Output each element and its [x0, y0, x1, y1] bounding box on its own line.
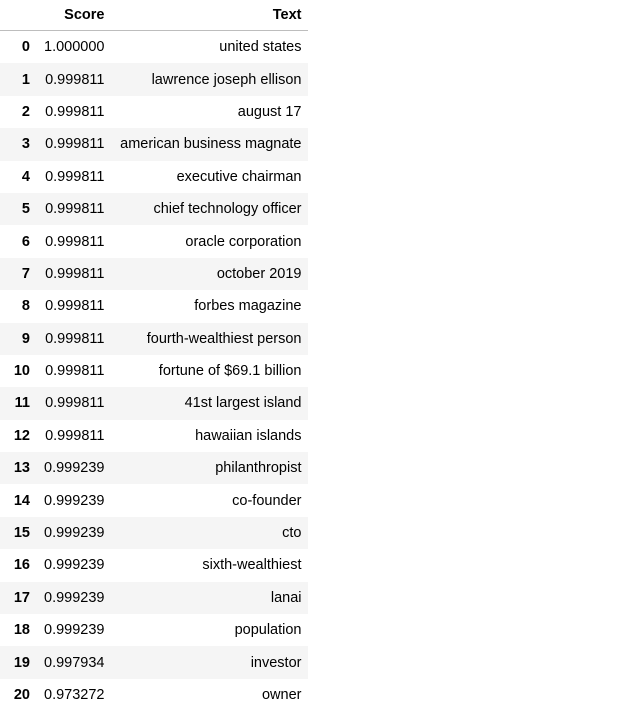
score-cell: 0.999811: [45, 395, 105, 412]
table-row: [0, 582, 308, 614]
score-cell: 0.973272: [44, 687, 105, 703]
table-row: [0, 63, 308, 95]
text-cell: fourth-wealthiest person: [146, 330, 302, 347]
row-index: 5: [21, 201, 30, 218]
row-index: 0: [21, 39, 30, 56]
score-cell: 0.999811: [45, 330, 105, 347]
row-index: 11: [14, 395, 30, 412]
text-cell: population: [234, 622, 302, 639]
score-cell: 0.997934: [44, 654, 105, 671]
text-cell: sixth-wealthiest: [202, 557, 302, 574]
row-index: 14: [13, 492, 30, 509]
score-cell: 0.999811: [45, 265, 105, 282]
table-row: [0, 128, 308, 160]
table-row: [0, 96, 308, 128]
text-cell: august 17: [237, 103, 302, 120]
score-cell: 0.999811: [45, 168, 105, 185]
row-index: 4: [21, 168, 30, 185]
text-cell: hawaiian islands: [195, 427, 302, 444]
row-index: 2: [21, 103, 30, 120]
score-cell: 0.999239: [44, 492, 105, 509]
text-cell: forbes magazine: [194, 298, 302, 315]
score-cell: 1.000000: [44, 39, 105, 56]
text-cell: united states: [219, 39, 302, 56]
text-cell: american business magnate: [120, 136, 302, 153]
text-cell: philanthropist: [215, 460, 302, 477]
index-column-header: [0, 0, 37, 31]
score-cell: 0.999811: [45, 233, 105, 250]
row-index: 10: [13, 363, 30, 380]
score-cell: 0.999239: [44, 589, 105, 606]
row-index: 18: [13, 622, 30, 639]
table-row: [0, 646, 308, 678]
row-index: 13: [13, 460, 30, 477]
text-cell: investor: [250, 654, 302, 671]
score-cell: 0.999811: [45, 363, 105, 380]
text-cell: 41st largest island: [184, 395, 302, 412]
table-row: [0, 355, 308, 387]
dataframe-output: [0, 0, 308, 711]
table-row: [0, 290, 308, 322]
row-index: 1: [21, 71, 30, 88]
score-column-header: Score: [37, 0, 111, 31]
table-header: [0, 0, 308, 31]
text-cell: lawrence joseph ellison: [151, 71, 302, 88]
text-cell: co-founder: [232, 492, 302, 509]
score-cell: 0.999811: [45, 71, 105, 88]
row-index: 19: [13, 654, 30, 671]
score-cell: 0.999811: [45, 427, 105, 444]
table-row: [0, 193, 308, 225]
table-row: [0, 225, 308, 257]
text-cell: october 2019: [216, 265, 302, 282]
table-row: [0, 323, 308, 355]
table-row: [0, 31, 308, 64]
text-cell: cto: [282, 525, 302, 542]
text-cell: lanai: [270, 589, 302, 606]
row-index: 7: [21, 265, 30, 282]
text-cell: fortune of $69.1 billion: [158, 363, 302, 380]
table-row: [0, 549, 308, 581]
row-index: 6: [21, 233, 30, 250]
header-row: [0, 0, 308, 31]
table-body: [0, 31, 308, 712]
table-row: [0, 387, 308, 419]
row-index: 20: [13, 687, 30, 703]
score-cell: 0.999811: [45, 298, 105, 315]
row-index: 15: [13, 525, 30, 542]
score-cell: 0.999239: [44, 460, 105, 477]
table-row: [0, 517, 308, 549]
score-cell: 0.999239: [44, 525, 105, 542]
table-row: [0, 614, 308, 646]
score-cell: 0.999239: [44, 622, 105, 639]
table-row: [0, 484, 308, 516]
row-index: 8: [21, 298, 30, 315]
row-index: 16: [13, 557, 30, 574]
text-cell: executive chairman: [176, 168, 302, 185]
row-index: 12: [13, 427, 30, 444]
row-index: 9: [21, 330, 30, 347]
row-index: 17: [13, 589, 30, 606]
table-row: [0, 452, 308, 484]
table-row: [0, 258, 308, 290]
score-cell: 0.999811: [45, 103, 105, 120]
score-cell: 0.999811: [45, 201, 105, 218]
text-cell: chief technology officer: [153, 201, 302, 218]
table-row: [0, 420, 308, 452]
table-row: [0, 161, 308, 193]
score-cell: 0.999239: [44, 557, 105, 574]
text-cell: owner: [261, 687, 302, 703]
text-cell: oracle corporation: [185, 233, 302, 250]
dataframe-table: [0, 0, 308, 711]
text-column-header: Text: [111, 0, 308, 31]
table-row: [0, 679, 308, 711]
row-index: 3: [21, 136, 30, 153]
score-cell: 0.999811: [45, 136, 105, 153]
